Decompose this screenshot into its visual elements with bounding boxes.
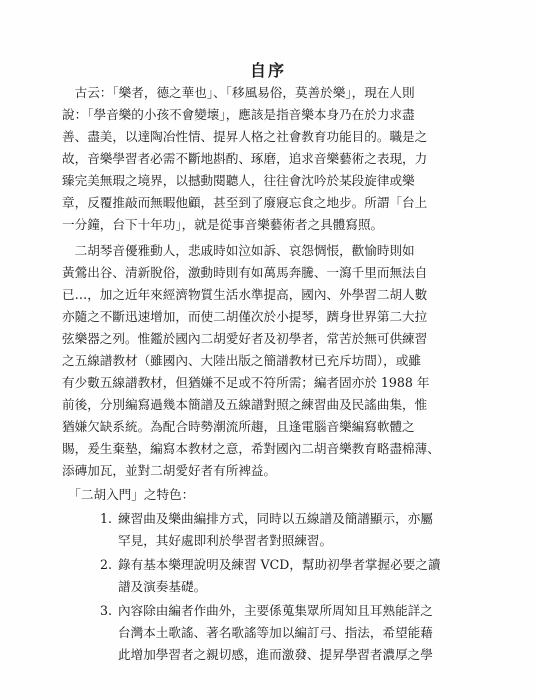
list-item-line: 譜及演奏基礎。 — [118, 579, 207, 594]
text-line: 猶嫌欠缺系統。為配合時勢潮流所趨，且逢電腦音樂編寫軟體之 — [62, 419, 415, 434]
text-line: 善、盡美，以達陶冶性情、提昇人格之社會教育功能目的。職是之 — [62, 129, 428, 144]
page-title: 自序 — [249, 61, 286, 80]
text-line: 臻完美無瑕之境界，以撼動閱聽人，往往會沈吟於某段旋律或樂 — [62, 173, 415, 188]
text-line: 弦樂器之列。惟鑑於國內二胡愛好者及初學者，常苦於無可供練習 — [62, 331, 428, 346]
text-line: 故，音樂學習者必需不斷地斟酌、琢磨，追求音樂藝術之表現，力 — [62, 151, 428, 166]
text-line: 賜，爰生棄墊，編寫本教材之意，希對國內二胡音樂教育略盡棉薄、 — [62, 441, 440, 456]
list-item-line: 台灣本土歌謠、著名歌謠等加以編訂弓、指法，希望能藉 — [118, 625, 433, 640]
text-line: 有少數五線譜教材，但猶嫌不足或不符所需；編者固亦於 1988 年 — [62, 375, 430, 390]
list-item-line: 內容除由編者作曲外，主要係蒐集眾所周知且耳熟能詳之 — [118, 603, 433, 618]
text-line: 黃鶯出谷、清新脫俗，激動時則有如萬馬奔騰、一瀉千里而無法自 — [62, 265, 428, 280]
text-line: 古云：「樂者，德之華也」、「移風易俗，莫善於樂」，現在人則 — [62, 85, 415, 100]
text-line: 添磚加瓦，並對二胡愛好者有所裨益。 — [62, 463, 277, 478]
text-line: 章，反覆推敲而無暇他顧，甚至到了廢寢忘食之地步。所謂「台上 — [62, 195, 428, 210]
list-item-line: 錄有基本樂理說明及練習 VCD，幫助初學者掌握必要之讀 — [118, 557, 441, 572]
text-line: 亦隨之不斷迅速增加，而使二胡僅次於小提琴，躋身世界第二大拉 — [62, 309, 428, 324]
text-line: 已…，加之近年來經濟物質生活水準提高，國內、外學習二胡人數 — [62, 287, 428, 302]
list-item-number: 3. — [100, 603, 113, 618]
text-line: 之五線譜教材（雖國內、大陸出版之簡譜教材已充斥坊間），或雖 — [62, 353, 421, 368]
list-item-number: 2. — [100, 557, 113, 572]
text-line: 說：「學音樂的小孩不會變壞」，應該是指音樂本身乃在於力求盡 — [62, 107, 415, 122]
text-line: 前後，分別編寫過幾本簡譜及五線譜對照之練習曲及民謠曲集，惟 — [62, 397, 428, 412]
text-line: 一分鐘，台下十年功」，就是從事音樂藝術者之具體寫照。 — [62, 217, 384, 232]
list-item-line: 此增加學習者之親切感，進而激發、提昇學習者濃厚之學 — [118, 647, 433, 662]
text-line: 「二胡入門」之特色： — [62, 487, 195, 502]
list-item-number: 1. — [100, 511, 113, 526]
list-item-line: 練習曲及樂曲編排方式，同時以五線譜及簡譜顯示，亦屬 — [118, 511, 433, 526]
list-item-line: 罕見，其好處即利於學習者對照練習。 — [118, 533, 333, 548]
text-line: 二胡琴音優雅動人，悲戚時如泣如訴、哀怨惆悵，歡愉時則如 — [62, 243, 415, 258]
